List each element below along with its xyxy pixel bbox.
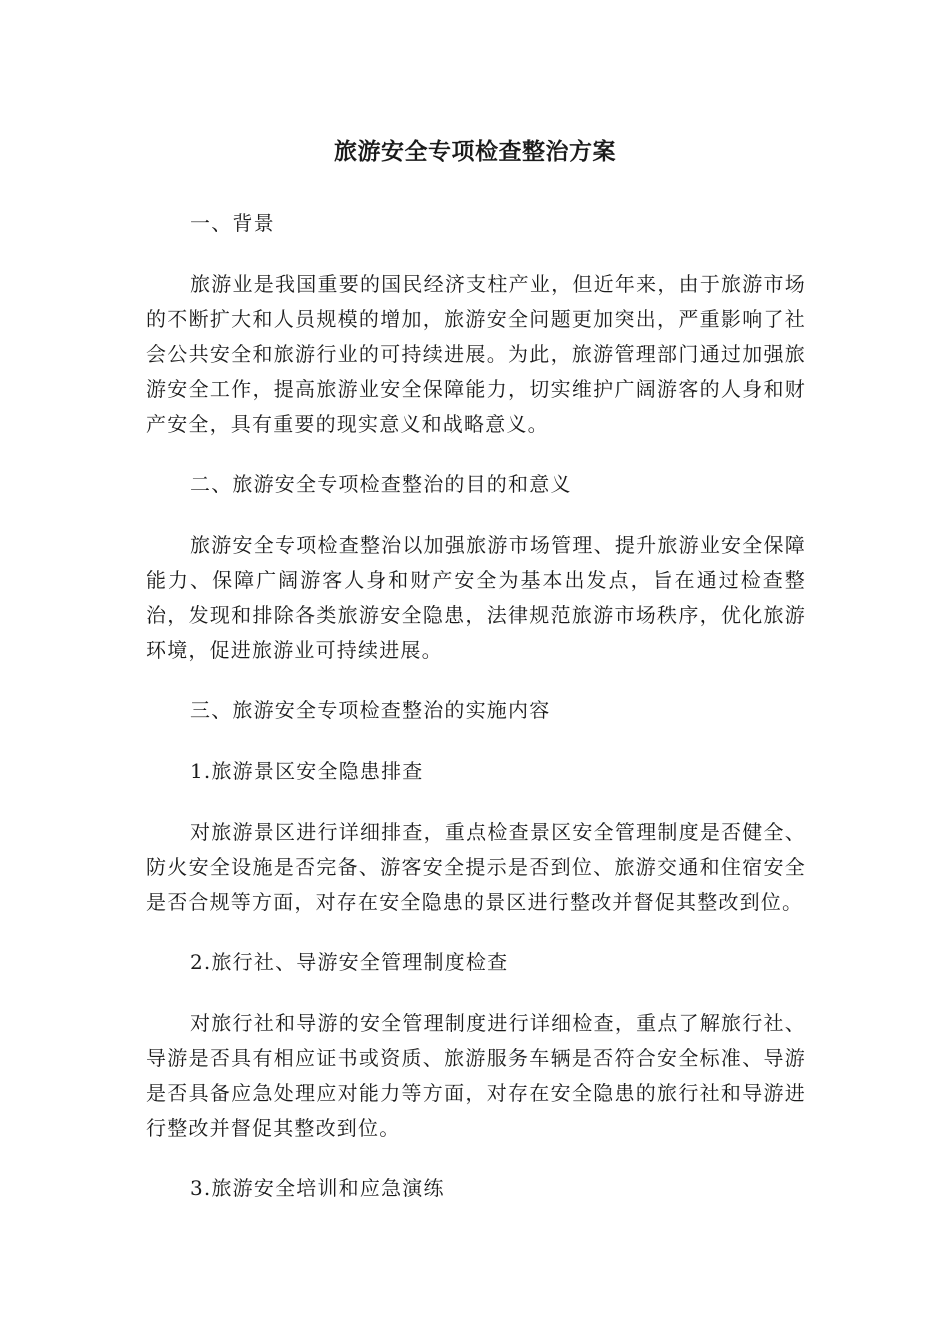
paragraph-scenic-area: 对旅游景区进行详细排查，重点检查景区安全管理制度是否健全、防火安全设施是否完备、游客安全提示是否到位、旅游交通和住宿安全是否合规等方面，对存在安全隐患的景区进行整改并督促其整改到位。: [146, 820, 806, 914]
section-heading-content: 三、旅游安全专项检查整治的实施内容: [190, 698, 551, 722]
document-body: [146, 206, 806, 1232]
paragraph-background: 旅游业是我国重要的国民经济支柱产业，但近年来，由于旅游市场的不断扩大和人员规模的增加，旅游安全问题更加突出，严重影响了社会公共安全和旅游行业的可持续进展。为此，旅游管理部门通过加强旅游安全工作，提高旅游业安全保障能力，切实维护广阔游客的人身和财产安全，具有重要的现实意义和战略意义。: [146, 272, 806, 436]
section-heading-purpose: 二、旅游安全专项检查整治的目的和意义: [190, 472, 572, 496]
paragraph-travel-agency: 对旅行社和导游的安全管理制度进行详细检查，重点了解旅行社、导游是否具有相应证书或资质、旅游服务车辆是否符合安全标准、导游是否具备应急处理应对能力等方面，对存在安全隐患的旅行社和导游进行整改并督促其整改到位。: [146, 1011, 806, 1140]
subheading-travel-agency: 2.旅行社、导游安全管理制度检查: [190, 950, 509, 974]
subheading-scenic-area: 1.旅游景区安全隐患排查: [190, 759, 424, 783]
paragraph-purpose: 旅游安全专项检查整治以加强旅游市场管理、提升旅游业安全保障能力、保障广阔游客人身和财产安全为基本出发点，旨在通过检查整治，发现和排除各类旅游安全隐患，法律规范旅游市场秩序，优化旅游环境，促进旅游业可持续进展。: [146, 533, 806, 662]
section-heading-background: 一、背景: [190, 211, 275, 235]
subheading-training-drill: 3.旅游安全培训和应急演练: [190, 1176, 445, 1200]
document-title: 旅游安全专项检查整治方案: [334, 139, 616, 165]
